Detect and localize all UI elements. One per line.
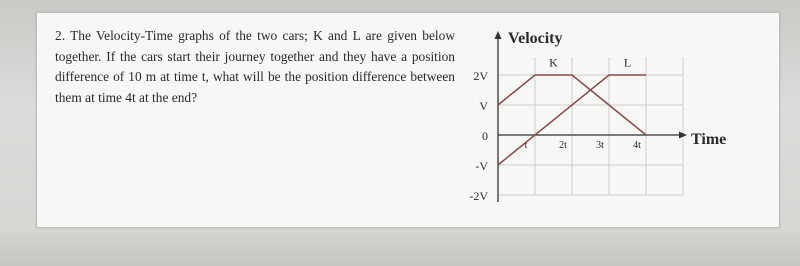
x-tick-label: 4t xyxy=(633,140,641,151)
x-tick-label: 3t xyxy=(596,140,604,151)
series-labels xyxy=(549,56,631,70)
y-tick-label: V xyxy=(479,99,488,113)
photo-bottom-strip xyxy=(0,232,800,266)
graph-grid xyxy=(498,57,683,195)
question-text xyxy=(55,26,455,108)
y-tick-label: 2V xyxy=(473,69,488,83)
series-label-k: K xyxy=(549,55,558,70)
tick-labels xyxy=(469,69,641,203)
velocity-time-graph xyxy=(455,22,745,207)
y-tick-label: -V xyxy=(475,159,488,173)
graph-axes xyxy=(495,30,727,202)
x-tick-label: 2t xyxy=(559,140,567,151)
x-tick-label: t xyxy=(524,140,528,151)
y-axis-label: Velocity xyxy=(508,30,563,47)
x-axis-label: Time xyxy=(691,131,727,148)
question-number: 2. xyxy=(55,28,66,43)
series-label-l: L xyxy=(623,55,632,70)
y-tick-label: -2V xyxy=(469,189,488,203)
y-tick-label: 0 xyxy=(482,129,488,143)
y-axis-arrow-icon xyxy=(495,31,502,39)
question-body: The Velocity-Time graphs of the two cars; K and L are given below together. If the cars start their journey together and they have a position difference of 10 m at time t, what will be the position difference between them at time 4t at the end? xyxy=(55,28,456,105)
